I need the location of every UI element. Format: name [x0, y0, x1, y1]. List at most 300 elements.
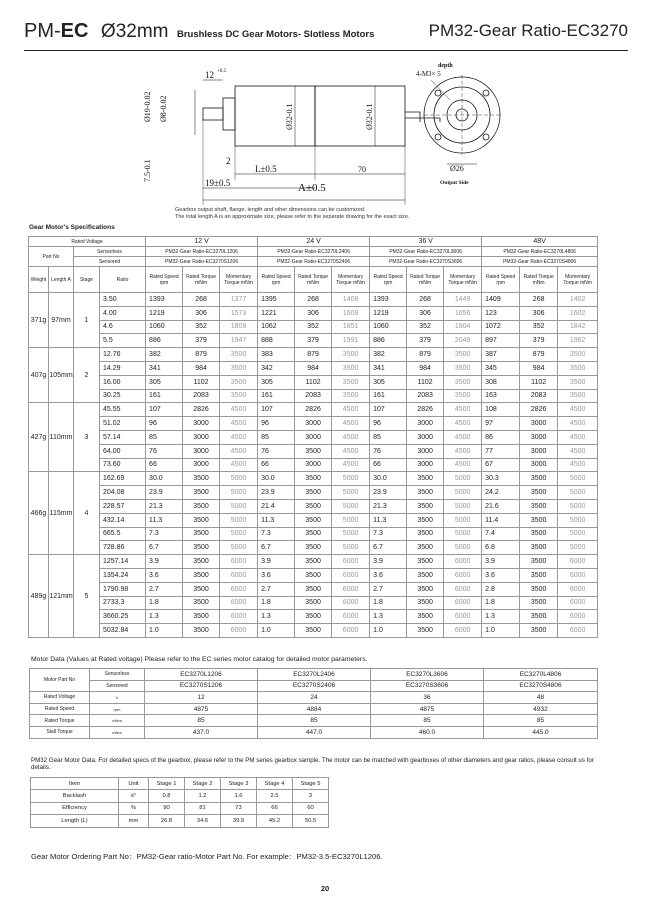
torque-cell: 3500: [295, 444, 332, 458]
momentary-cell: 6000: [444, 582, 482, 596]
torque-cell: 3500: [295, 472, 332, 486]
momentary-cell: 6000: [558, 596, 598, 610]
motor-data-row: [30, 703, 598, 715]
torque-cell: 3500: [520, 527, 558, 541]
torque-cell: 3000: [520, 458, 558, 472]
spec-data-row: [29, 403, 598, 417]
torque-cell: 3500: [295, 596, 332, 610]
momentary-cell: 5000: [444, 527, 482, 541]
torque-cell: 2083: [295, 389, 332, 403]
speed-cell: 30.0: [258, 472, 295, 486]
torque-cell: 3000: [183, 417, 220, 431]
momentary-cell: 6000: [444, 610, 482, 624]
speed-cell: 1395: [258, 293, 295, 307]
momentary-cell: 4500: [558, 444, 598, 458]
speed-cell: 1393: [146, 293, 183, 307]
momentary-cell: 4500: [332, 430, 370, 444]
ordering-info: Gear Motor Ordering Part No：PM32-Gear ratio-Motor Part No. For example：PM32-3.5-EC3270L1206.: [31, 852, 383, 861]
momentary-cell: 5000: [332, 527, 370, 541]
motor-value: 36: [371, 692, 484, 704]
motor-value: 4875: [371, 703, 484, 715]
momentary-cell: 1809: [220, 320, 258, 334]
momentary-cell: 5000: [444, 486, 482, 500]
momentary-cell: 6000: [444, 555, 482, 569]
motor-sensored-part: EC3270S2406: [258, 680, 371, 692]
speed-cell: 1.8: [146, 596, 183, 610]
torque-cell: 3000: [295, 417, 332, 431]
dim-19: 19±0.5: [205, 178, 231, 188]
technical-drawing: [120, 60, 530, 210]
dim-8-dia: Ø8-0.02: [159, 95, 168, 122]
dim-19-dia: Ø19-0.02: [143, 91, 152, 122]
torque-cell: 3500: [295, 568, 332, 582]
speed-cell: 341: [146, 361, 183, 375]
momentary-cell: 6000: [220, 596, 258, 610]
speed-cell: 886: [146, 334, 183, 348]
gearbox-value: 34.6: [185, 815, 221, 827]
speed-cell: 30.0: [370, 472, 407, 486]
momentary-cell: 6000: [444, 596, 482, 610]
weight-cell: 371g: [29, 293, 49, 348]
motor-sensored-row: [30, 680, 598, 692]
momentary-torque-header: Momentary Torque mNm: [220, 267, 258, 293]
momentary-cell: 5000: [332, 513, 370, 527]
gearbox-table: [30, 777, 329, 828]
length-cell: 105mm: [49, 348, 74, 403]
torque-cell: 3500: [520, 486, 558, 500]
sensored-part-no: PM32-Gear Ratio-EC3270S4806: [482, 257, 598, 267]
speed-cell: 21.4: [258, 499, 295, 513]
torque-cell: 1102: [520, 375, 558, 389]
momentary-cell: 4500: [332, 458, 370, 472]
torque-cell: 879: [183, 348, 220, 362]
speed-cell: 30.3: [482, 472, 520, 486]
momentary-cell: 6000: [220, 610, 258, 624]
speed-cell: 77: [482, 444, 520, 458]
header-left: [24, 20, 374, 43]
torque-cell: 3500: [183, 582, 220, 596]
gearbox-value: 90: [149, 802, 185, 814]
speed-cell: 888: [258, 334, 295, 348]
momentary-cell: 4500: [332, 417, 370, 431]
torque-cell: 352: [183, 320, 220, 334]
gearbox-header: Stage 3: [221, 778, 257, 790]
speed-cell: 382: [370, 348, 407, 362]
gearbox-header-row: [31, 778, 329, 790]
torque-cell: 352: [295, 320, 332, 334]
speed-cell: 3.6: [146, 568, 183, 582]
speed-cell: 161: [370, 389, 407, 403]
output-side-label: Output Side: [440, 180, 469, 186]
momentary-cell: 1991: [332, 334, 370, 348]
sensored-part-no: PM32-Gear Ratio-EC3270S2406: [258, 257, 370, 267]
torque-cell: 3500: [520, 610, 558, 624]
stage-cell: 1: [74, 293, 100, 348]
speed-cell: 107: [146, 403, 183, 417]
ratio-cell: 12.76: [100, 348, 146, 362]
torque-cell: 306: [183, 306, 220, 320]
spec-data-row: [29, 458, 598, 472]
torque-cell: 2826: [520, 403, 558, 417]
momentary-cell: 5000: [220, 499, 258, 513]
gearbox-header: Unit: [119, 778, 149, 790]
gearbox-value: 1.2: [185, 790, 221, 802]
speed-cell: 1219: [370, 306, 407, 320]
sensorless-part-no: PM32-Gear Ratio-EC3270L4806: [482, 247, 598, 257]
speed-cell: 11.3: [146, 513, 183, 527]
torque-cell: 3000: [183, 430, 220, 444]
momentary-cell: 1609: [332, 306, 370, 320]
momentary-cell: 6000: [558, 555, 598, 569]
ratio-cell: 4.6: [100, 320, 146, 334]
gearbox-unit: mm: [119, 815, 149, 827]
rated-speed-header: Rated Speed rpm: [482, 267, 520, 293]
torque-cell: 3500: [295, 527, 332, 541]
speed-cell: 2.7: [146, 582, 183, 596]
torque-cell: 3500: [407, 472, 444, 486]
sensorless-part-no: PM32-Gear Ratio-EC3270L1206: [146, 247, 258, 257]
dim-L: L±0.5: [255, 164, 277, 174]
speed-cell: 1060: [146, 320, 183, 334]
sensored-part-no: PM32-Gear Ratio-EC3270S3606: [370, 257, 482, 267]
spec-data-row: [29, 555, 598, 569]
rated-torque-header: Rated Torque mNm: [183, 267, 220, 293]
motor-sensorless-part: EC3270L3606: [371, 669, 484, 681]
ratio-cell: 64.00: [100, 444, 146, 458]
momentary-cell: 4500: [220, 417, 258, 431]
torque-cell: 3500: [295, 499, 332, 513]
gearbox-value: 66: [257, 802, 293, 814]
dim-12: 12: [205, 70, 214, 80]
momentary-cell: 1402: [558, 293, 598, 307]
torque-cell: 3500: [295, 541, 332, 555]
rated-speed-header: Rated Speed rpm: [146, 267, 183, 293]
spec-data-row: [29, 582, 598, 596]
motor-data-table: [29, 668, 598, 739]
momentary-cell: 5000: [220, 527, 258, 541]
torque-cell: 2826: [183, 403, 220, 417]
ratio-cell: 14.29: [100, 361, 146, 375]
momentary-cell: 5000: [220, 472, 258, 486]
drawing-notes: [175, 207, 410, 221]
torque-cell: 3500: [295, 513, 332, 527]
torque-cell: 984: [295, 361, 332, 375]
spec-data-row: [29, 568, 598, 582]
torque-cell: 1102: [295, 375, 332, 389]
motor-value: 85: [371, 715, 484, 727]
torque-cell: 3000: [407, 444, 444, 458]
torque-cell: 379: [183, 334, 220, 348]
torque-cell: 3500: [183, 541, 220, 555]
speed-cell: 76: [258, 444, 295, 458]
stage-cell: 2: [74, 348, 100, 403]
torque-cell: 3000: [295, 430, 332, 444]
gearbox-value: 0.8: [149, 790, 185, 802]
torque-cell: 306: [407, 306, 444, 320]
column-header-row: [29, 267, 598, 293]
momentary-cell: 5000: [332, 499, 370, 513]
speed-cell: 3.6: [258, 568, 295, 582]
rated-torque-header: Rated Torque mNm: [407, 267, 444, 293]
momentary-cell: 3500: [332, 361, 370, 375]
torque-cell: 3000: [520, 444, 558, 458]
torque-cell: 3500: [295, 582, 332, 596]
gearbox-value: 26.8: [149, 815, 185, 827]
speed-cell: 108: [482, 403, 520, 417]
spec-data-row: [29, 472, 598, 486]
momentary-cell: 6000: [220, 582, 258, 596]
momentary-cell: 1982: [558, 334, 598, 348]
momentary-cell: 3500: [444, 389, 482, 403]
speed-cell: 85: [258, 430, 295, 444]
momentary-cell: 6000: [558, 568, 598, 582]
momentary-cell: 5000: [444, 499, 482, 513]
momentary-cell: 5000: [558, 486, 598, 500]
gearbox-value: 60: [293, 802, 329, 814]
rated-speed-header: Rated Speed rpm: [258, 267, 295, 293]
torque-cell: 3500: [295, 555, 332, 569]
weight-cell: 466g: [29, 472, 49, 555]
speed-cell: 6.8: [482, 541, 520, 555]
speed-cell: 1.3: [258, 610, 295, 624]
momentary-cell: 3500: [444, 375, 482, 389]
momentary-cell: 1842: [558, 320, 598, 334]
gearbox-unit: %: [119, 802, 149, 814]
momentary-cell: 1656: [444, 306, 482, 320]
momentary-cell: 4500: [558, 403, 598, 417]
motor-row-unit: mNm: [90, 726, 145, 738]
motor-sensored-part: EC3270S1206: [145, 680, 258, 692]
motor-value: 48: [484, 692, 598, 704]
ratio-cell: 728.86: [100, 541, 146, 555]
weight-cell: 489g: [29, 555, 49, 638]
length-cell: 115mm: [49, 472, 74, 555]
dim-7-5: 7.5-0.1: [143, 159, 152, 182]
speed-cell: 67: [482, 458, 520, 472]
momentary-cell: 4500: [558, 430, 598, 444]
speed-cell: 7.3: [146, 527, 183, 541]
momentary-cell: 6000: [332, 555, 370, 569]
torque-cell: 984: [520, 361, 558, 375]
momentary-cell: 3500: [220, 361, 258, 375]
torque-cell: 306: [295, 306, 332, 320]
speed-cell: 1219: [146, 306, 183, 320]
torque-cell: 3500: [520, 513, 558, 527]
sensorless-row: [29, 247, 598, 257]
speed-cell: 305: [370, 375, 407, 389]
ratio-cell: 162.69: [100, 472, 146, 486]
momentary-cell: 5000: [444, 513, 482, 527]
sensorless-part-no: PM32-Gear Ratio-EC3270L3606: [370, 247, 482, 257]
speed-cell: 3.6: [482, 568, 520, 582]
torque-cell: 3500: [407, 568, 444, 582]
speed-cell: 21.3: [370, 499, 407, 513]
gearbox-data-row: [31, 815, 329, 827]
speed-cell: 96: [258, 417, 295, 431]
speed-cell: 1.8: [258, 596, 295, 610]
torque-cell: 2826: [295, 403, 332, 417]
gearbox-item: Efficiency: [31, 802, 119, 814]
torque-cell: 3000: [295, 458, 332, 472]
momentary-cell: 3500: [558, 389, 598, 403]
momentary-cell: 5000: [332, 472, 370, 486]
gearbox-value: 50.5: [293, 815, 329, 827]
dim-A: A±0.5: [298, 182, 326, 194]
speed-cell: 897: [482, 334, 520, 348]
ratio-cell: 16.00: [100, 375, 146, 389]
depth-label: depth: [438, 63, 453, 69]
speed-cell: 23.9: [370, 486, 407, 500]
speed-cell: 305: [258, 375, 295, 389]
speed-cell: 342: [258, 361, 295, 375]
spec-data-row: [29, 361, 598, 375]
momentary-cell: 6000: [220, 555, 258, 569]
spec-data-row: [29, 334, 598, 348]
gearbox-header: Item: [31, 778, 119, 790]
motor-sensorless-row: [30, 669, 598, 681]
motor-row-unit: rpm: [90, 703, 145, 715]
speed-cell: 1.3: [146, 610, 183, 624]
speed-cell: 1.0: [146, 624, 183, 638]
dimension-drawing-svg: [120, 60, 530, 210]
speed-cell: 85: [146, 430, 183, 444]
speed-cell: 2.8: [482, 582, 520, 596]
speed-cell: 86: [482, 430, 520, 444]
speed-cell: 76: [146, 444, 183, 458]
torque-cell: 352: [407, 320, 444, 334]
motor-row-unit: mNm: [90, 715, 145, 727]
speed-cell: 21.3: [146, 499, 183, 513]
momentary-cell: 3500: [558, 361, 598, 375]
torque-cell: 2083: [407, 389, 444, 403]
spec-data-row: [29, 417, 598, 431]
page-header: [24, 18, 628, 48]
torque-cell: 268: [183, 293, 220, 307]
momentary-cell: 4500: [558, 458, 598, 472]
voltage-header: 36 V: [370, 237, 482, 247]
speed-cell: 1.0: [370, 624, 407, 638]
momentary-cell: 3500: [558, 348, 598, 362]
momentary-cell: 5000: [220, 486, 258, 500]
speed-cell: 1393: [370, 293, 407, 307]
spec-data-row: [29, 348, 598, 362]
torque-cell: 3500: [183, 610, 220, 624]
motor-sensored-part: EC3270S3606: [371, 680, 484, 692]
speed-cell: 341: [370, 361, 407, 375]
gearbox-value: 45.2: [257, 815, 293, 827]
momentary-cell: 4500: [332, 444, 370, 458]
momentary-cell: 4500: [220, 458, 258, 472]
sensored-label: Sensored: [74, 257, 146, 267]
momentary-cell: 3500: [332, 389, 370, 403]
momentary-cell: 3500: [332, 348, 370, 362]
speed-cell: 107: [258, 403, 295, 417]
speed-cell: 308: [482, 375, 520, 389]
speed-cell: 2.7: [370, 582, 407, 596]
torque-cell: 984: [183, 361, 220, 375]
weight-cell: 427g: [29, 403, 49, 472]
gearbox-value: 3: [293, 790, 329, 802]
speed-cell: 161: [258, 389, 295, 403]
spec-data-row: [29, 610, 598, 624]
motor-data-row: [30, 715, 598, 727]
motor-value: 447.0: [258, 726, 371, 738]
momentary-cell: 6000: [444, 568, 482, 582]
momentary-cell: 1573: [220, 306, 258, 320]
motor-value: 12: [145, 692, 258, 704]
torque-cell: 879: [407, 348, 444, 362]
motor-sensored-label: Sensored: [90, 680, 145, 692]
voltage-row: [29, 237, 598, 247]
speed-cell: 382: [146, 348, 183, 362]
speed-cell: 76: [370, 444, 407, 458]
speed-cell: 11.3: [258, 513, 295, 527]
speed-cell: 3.6: [370, 568, 407, 582]
momentary-cell: 5000: [444, 472, 482, 486]
torque-cell: 3500: [183, 555, 220, 569]
motor-value: 85: [145, 715, 258, 727]
motor-value: 85: [258, 715, 371, 727]
ratio-cell: 5032.84: [100, 624, 146, 638]
speed-cell: 1.8: [370, 596, 407, 610]
speed-cell: 6.7: [258, 541, 295, 555]
momentary-cell: 4500: [444, 430, 482, 444]
momentary-cell: 6000: [332, 568, 370, 582]
speed-cell: 1409: [482, 293, 520, 307]
torque-cell: 3000: [183, 458, 220, 472]
ratio-cell: 73.60: [100, 458, 146, 472]
spec-data-row: [29, 624, 598, 638]
ratio-cell: 665.5: [100, 527, 146, 541]
momentary-cell: 4500: [444, 458, 482, 472]
motor-value: 4932: [484, 703, 598, 715]
speed-cell: 1060: [370, 320, 407, 334]
speed-cell: 96: [146, 417, 183, 431]
gearbox-value: 39.9: [221, 815, 257, 827]
gearbox-header: Stage 5: [293, 778, 329, 790]
ratio-header: Ratio: [100, 267, 146, 293]
torque-cell: 379: [295, 334, 332, 348]
speed-cell: 24.2: [482, 486, 520, 500]
momentary-torque-header: Momentary Torque mNm: [558, 267, 598, 293]
speed-cell: 1.0: [258, 624, 295, 638]
specs-title: Gear Motor's Specifications: [29, 224, 115, 231]
momentary-cell: 5000: [558, 541, 598, 555]
motor-part-label: Motor Part No: [30, 669, 90, 692]
momentary-cell: 3500: [558, 375, 598, 389]
header-subtitle: Brushless DC Gear Motors- Slotless Motors: [176, 29, 375, 40]
torque-cell: 3500: [520, 624, 558, 638]
torque-cell: 3000: [407, 430, 444, 444]
motor-sensorless-part: EC3270L1206: [145, 669, 258, 681]
momentary-torque-header: Momentary Torque mNm: [444, 267, 482, 293]
torque-cell: 879: [295, 348, 332, 362]
stage-header: Stage: [74, 267, 100, 293]
momentary-cell: 3500: [444, 361, 482, 375]
spec-data-row: [29, 293, 598, 307]
torque-cell: 3500: [183, 513, 220, 527]
note-line-1: Gearbox output shaft, flange, length and other dimensions can be customized.: [175, 207, 366, 213]
torque-cell: 879: [520, 348, 558, 362]
momentary-cell: 5000: [220, 513, 258, 527]
torque-cell: 984: [407, 361, 444, 375]
ratio-cell: 1354.24: [100, 568, 146, 582]
torque-cell: 3500: [183, 486, 220, 500]
torque-cell: 3500: [407, 582, 444, 596]
speed-cell: 3.9: [258, 555, 295, 569]
torque-cell: 3000: [407, 458, 444, 472]
ratio-cell: 30.25: [100, 389, 146, 403]
